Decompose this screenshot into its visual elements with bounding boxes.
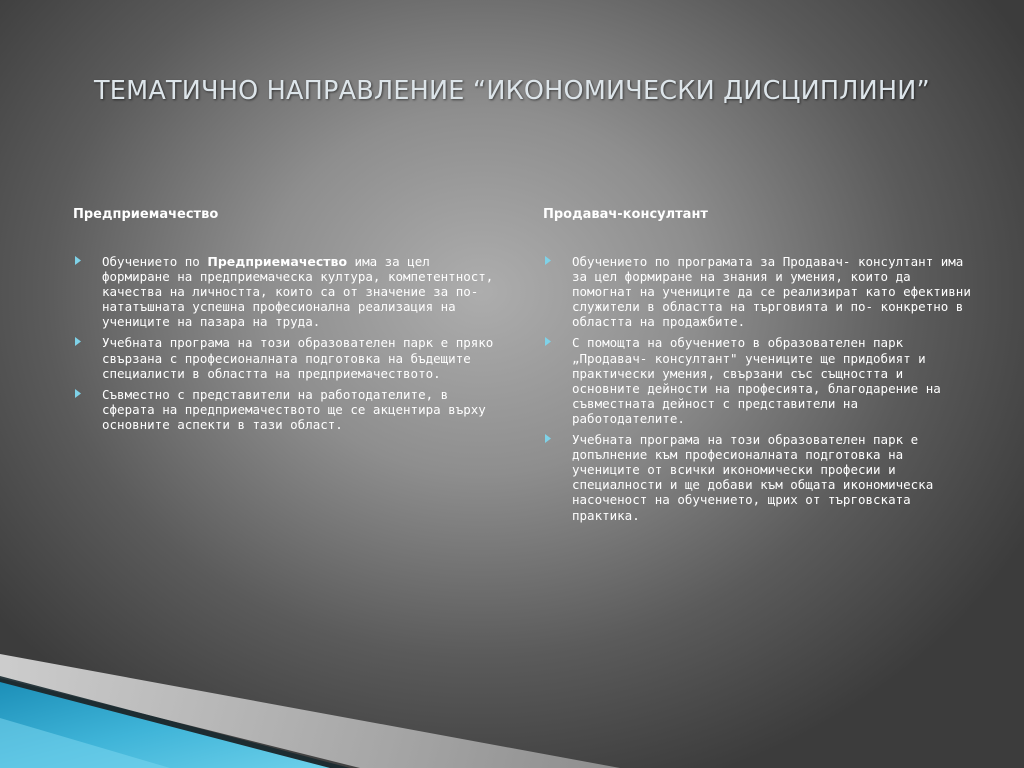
bullet-text-prefix: Обучението по xyxy=(102,254,208,269)
left-column-heading: Предприемачество xyxy=(73,207,219,222)
triangle-bullet-icon xyxy=(545,256,551,265)
list-item xyxy=(73,335,503,380)
bullet-text: Учебната програма на този образователен парк е допълнение към професионалната подготовка на учениците от всички икономически професии и специалности и ще добави към общата икономическа насоченост на обучението, щрих от търговската практика. xyxy=(572,432,934,523)
bullet-text-bold: Предприемачество xyxy=(207,254,348,269)
bullet-text: Съвместно с представители на работодателите, в сферата на предприемачеството ще се акцентира върху основните аспекти в тази област. xyxy=(102,386,486,432)
bullet-text: Обучението по програмата за Продавач- консултант има за цел формиране на знания и умения, които да помогнат на учениците да се реализират като ефективни служители в областта на търговията и по- конкретно в областта на продажбите. xyxy=(572,254,971,330)
triangle-bullet-icon xyxy=(75,337,81,346)
triangle-bullet-icon xyxy=(545,337,551,346)
triangle-bullet-icon xyxy=(75,389,81,398)
bullet-text: Учебната програма на този образователен парк е пряко свързана с професионалната подготовка на бъдещите специалисти в областта на предприемачеството. xyxy=(102,335,494,381)
corner-decoration xyxy=(0,648,620,768)
list-item xyxy=(543,432,973,523)
list-item xyxy=(543,335,973,426)
triangle-bullet-icon xyxy=(545,434,551,443)
left-column xyxy=(73,207,503,438)
bullet-text: има за цел формиране на предприемаческа култура, компетентност, качества на личността, които са от значение за по-нататъшната успешна професионална реализация на учениците на пазара на труда. xyxy=(102,254,494,330)
right-bullet-list xyxy=(543,254,973,523)
right-column-heading: Продавач-консултант xyxy=(543,207,708,222)
left-bullet-list xyxy=(73,254,503,432)
list-item xyxy=(73,254,503,329)
slide-title: ТЕМАТИЧНО НАПРАВЛЕНИЕ “ИКОНОМИЧЕСКИ ДИСЦИПЛИНИ” xyxy=(94,76,930,106)
list-item xyxy=(543,254,973,329)
triangle-bullet-icon xyxy=(75,256,81,265)
right-column xyxy=(543,207,973,529)
list-item xyxy=(73,387,503,432)
bullet-text: С помощта на обучението в образователен парк „Продавач- консултант" учениците ще придобият и практически умения, свързани със същността и основните дейности на професията, благодарение на съвместната дейност с представители на работодателите. xyxy=(572,335,941,426)
